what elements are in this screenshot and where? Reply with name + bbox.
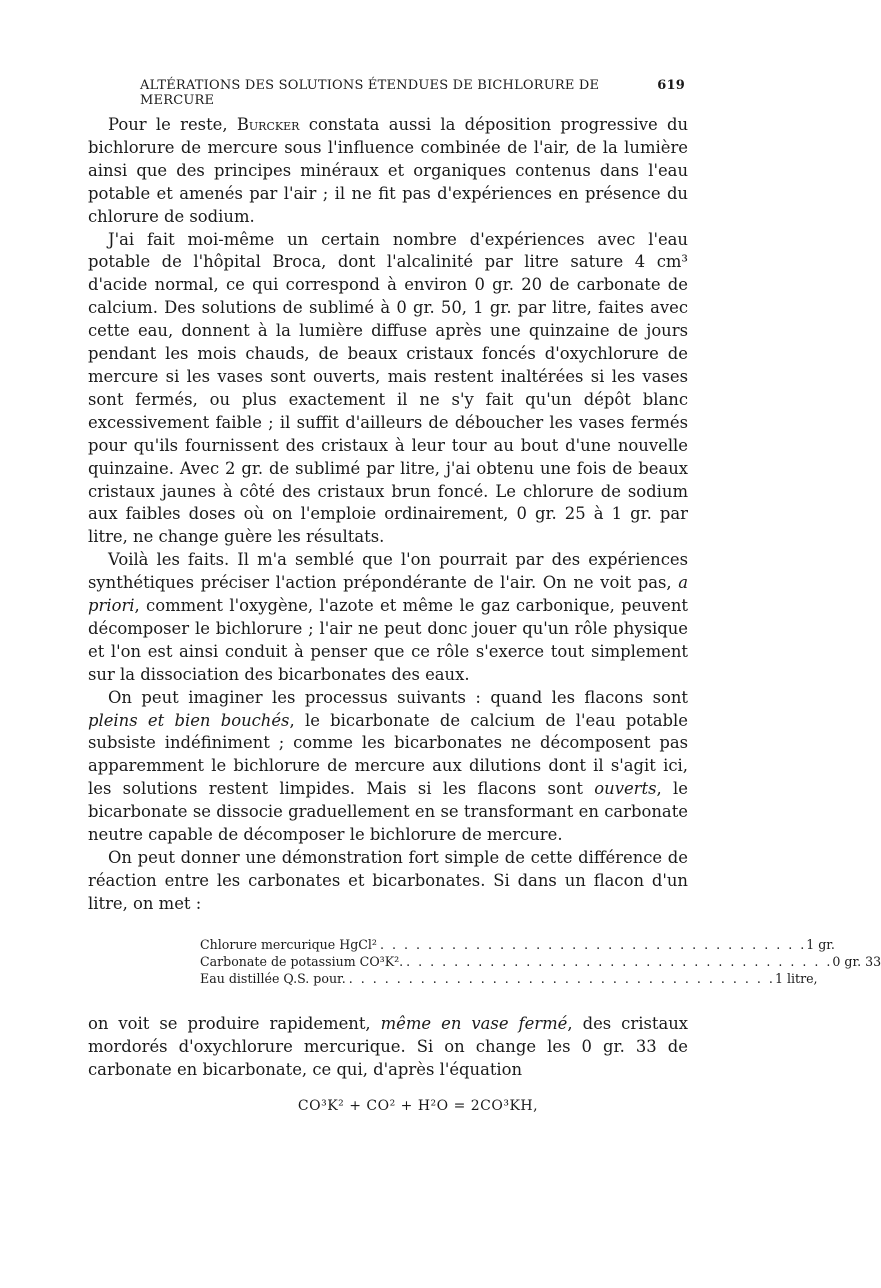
- p3-text-b: , comment l'oxygène, l'azote et même le gaz carbonique, peuvent décomposer le bichlorure ; l'air ne peut donc jouer qu'un rôle physique et l'on est ainsi conduit à penser que ce rôle s'exerce tout simplement sur la dissociation des bicarbonates des eaux.: [88, 596, 688, 684]
- recipe-value: 0 gr. 33: [832, 953, 881, 969]
- recipe-row: [200, 970, 818, 987]
- p4-text-b: , le bicarbonate de calcium de l'eau potable subsiste indéfiniment ; comme les bicarbonates ne décomposent pas apparemment le bichlorure de mercure aux dilutions dont il s'agit ici, les solutions restent limpides. Mais si les flacons sont: [88, 710, 688, 799]
- author-name: Burcker: [236, 115, 300, 134]
- recipe-table: [200, 936, 881, 987]
- p3-emphasis: a priori: [88, 573, 688, 616]
- p4-text-c: , le bicarbonate se dissocie graduellement en se transformant en carbonate neutre capable de décomposer le bichlorure de mercure.: [88, 779, 688, 845]
- recipe-row: [200, 936, 835, 953]
- p6-text-a: on voit se produire rapidement,: [88, 1013, 381, 1033]
- recipe-label: Chlorure mercurique HgCl²: [200, 936, 377, 952]
- body-text: [88, 114, 881, 1118]
- recipe-label: Eau distillée Q.S. pour.: [200, 970, 346, 986]
- p6-emphasis: même en vase fermé: [380, 1013, 568, 1033]
- p3-text-a: Voilà les faits. Il m'a semblé que l'on pourrait par des expériences synthétiques préciser l'action prépondérante de l'air. On ne voit pas,: [88, 550, 688, 593]
- p1-text-a: Pour le reste,: [108, 115, 237, 134]
- recipe-label: Carbonate de potassium CO³K².: [200, 953, 404, 969]
- running-header: [140, 78, 685, 108]
- paragraph-6: [88, 1013, 688, 1082]
- p1-text-b: constata aussi la déposition progressive du bichlorure de mercure sous l'influence combinée de l'air, de la lumière ainsi que des principes minéraux et organiques contenus dans l'eau potable et amenés par l'air ; il ne fit pas d'expériences en présence du chlorure de sodium.: [88, 115, 688, 226]
- p4-emphasis-1: pleins et bien bouchés: [88, 710, 290, 730]
- p6-text-b: , des cristaux mordorés d'oxychlorure mercurique. Si on change les 0 gr. 33 de carbonate en bicarbonate, ce qui, d'après l'équation: [88, 1013, 689, 1079]
- recipe-value: 1 gr.: [806, 936, 835, 952]
- leader-dots: . . . . . . . . . . . . . . . . . . . . . . . . . . . . . . . . . . . .: [379, 936, 807, 952]
- chemical-equation: CO³K² + CO² + H²O = 2CO³KH,: [297, 1098, 539, 1115]
- running-title: ALTÉRATIONS DES SOLUTIONS ÉTENDUES DE BICHLORURE DE MERCURE: [140, 78, 600, 108]
- page-number: 619: [657, 78, 685, 93]
- leader-dots: . . . . . . . . . . . . . . . . . . . . . . . . . . . . . . . . . . . .: [348, 970, 775, 986]
- paragraph-3: [88, 549, 688, 686]
- recipe-row: [200, 953, 881, 970]
- p4-text-a: On peut imaginer les processus suivants : quand les flacons sont: [108, 687, 688, 707]
- recipe-value: 1 litre,: [774, 970, 818, 986]
- paragraph-2: J'ai fait moi-même un certain nombre d'expériences avec l'eau potable de l'hôpital Broca, dont l'alcalinité par litre sature 4 cm³ d'acide normal, ce qui correspond à environ 0 gr. 20 de carbonate de calcium. Des solutions de sublimé à 0 gr. 50, 1 gr. par litre, faites avec cette eau, donnent à la lumière diffuse après une quinzaine de jours pendant les mois chauds, de beaux cristaux foncés d'oxychlorure de mercure si les vases sont ouverts, mais restent inaltérées si les vases sont fermés, ou plus exactement il ne s'y fait qu'un dépôt blanc excessivement faible ; il suffit d'ailleurs de déboucher les vases fermés pour qu'ils fournissent des cristaux à leur tour au bout d'une nouvelle quinzaine. Avec 2 gr. de sublimé par litre, j'ai obtenu une fois de beaux cristaux jaunes à côté des cristaux brun foncé. Le chlorure de sodium aux faibles doses où on l'emploie ordinairement, 0 gr. 25 à 1 gr. par litre, ne change guère les résultats.: [88, 229, 688, 547]
- p4-emphasis-2: ouverts: [594, 779, 657, 799]
- paragraph-4: [88, 687, 688, 847]
- paragraph-5: On peut donner une démonstration fort simple de cette différence de réaction entre les carbonates et bicarbonates. Si dans un flacon d'un litre, on met :: [88, 848, 688, 913]
- leader-dots: . . . . . . . . . . . . . . . . . . . . . . . . . . . . . . . . . . . .: [406, 953, 833, 969]
- paragraph-1: [88, 114, 688, 229]
